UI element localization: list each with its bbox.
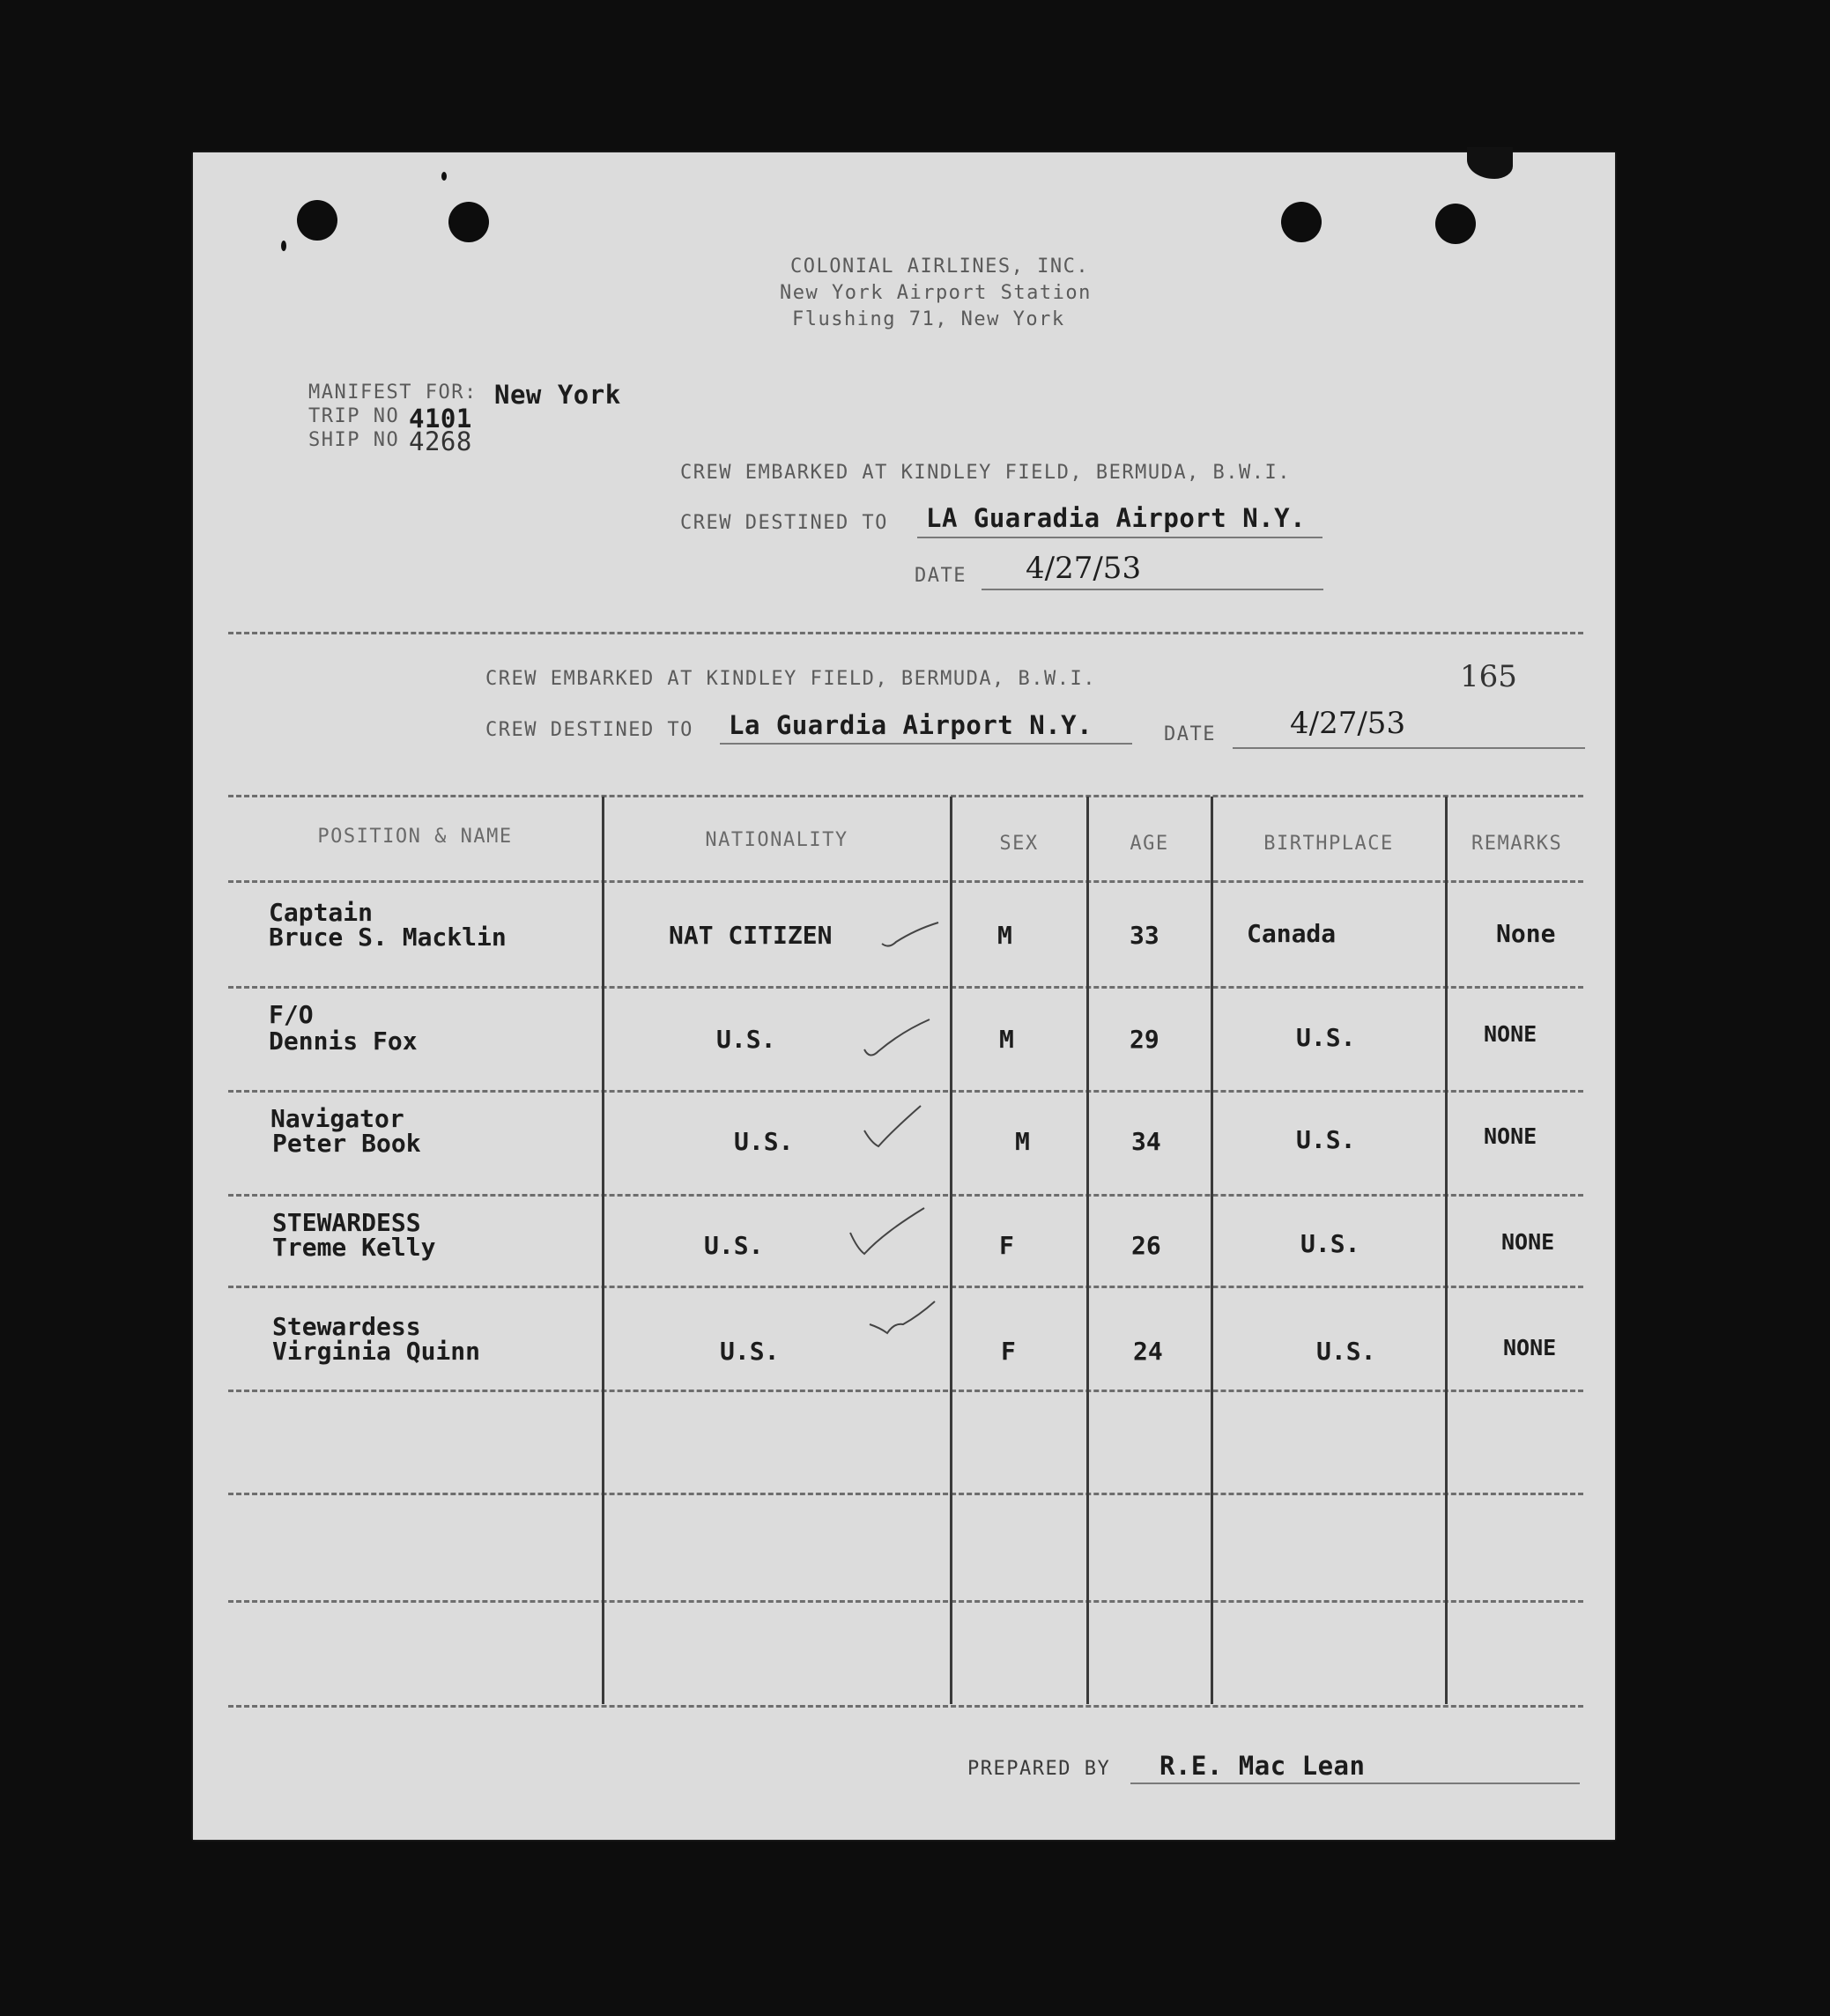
crew-position: Captain [269, 898, 374, 927]
crew-birthplace: U.S. [1296, 1023, 1356, 1052]
crew-position: F/O [269, 1000, 314, 1029]
header-remarks: REMARKS [1471, 833, 1563, 855]
row-divider [228, 1600, 1583, 1603]
page-number: 165 [1460, 659, 1517, 694]
crew-name: Dennis Fox [269, 1027, 418, 1056]
crew-name: Treme Kelly [272, 1233, 436, 1262]
header-position-name: POSITION & NAME [317, 826, 513, 848]
trip-no-value: 4101 [409, 404, 472, 434]
check-mark-icon [868, 1298, 938, 1342]
crew-birthplace: U.S. [1296, 1125, 1356, 1154]
second-destined-label: CREW DESTINED TO [485, 719, 693, 741]
manifest-page [193, 152, 1615, 1840]
crew-age: 29 [1130, 1025, 1159, 1054]
check-mark-icon [863, 1104, 924, 1157]
crew-birthplace: U.S. [1300, 1229, 1360, 1258]
header-remarks-clip [1447, 831, 1615, 859]
prepared-by-value: R.E. Mac Lean [1159, 1751, 1366, 1781]
top-date-value: 4/27/53 [1026, 551, 1142, 586]
crew-position: STEWARDESS [272, 1208, 421, 1237]
top-destined-label: CREW DESTINED TO [680, 512, 888, 534]
crew-position: Stewardess [272, 1312, 421, 1341]
row-divider [228, 1493, 1583, 1495]
header-sex: SEX [999, 833, 1039, 855]
manifest-for-label: MANIFEST FOR: [308, 382, 478, 404]
crew-age: 26 [1131, 1231, 1161, 1260]
crew-birthplace: Canada [1247, 919, 1337, 948]
row-divider [228, 986, 1583, 989]
table-bottom-border [228, 1705, 1583, 1708]
crew-remarks: NONE [1503, 1335, 1557, 1360]
prepared-by-label: PREPARED BY [967, 1758, 1111, 1780]
crew-sex: F [999, 1231, 1014, 1260]
check-mark-icon [848, 1206, 928, 1259]
crew-name: Virginia Quinn [272, 1337, 481, 1366]
header-age: AGE [1130, 833, 1169, 855]
punch-hole [448, 202, 489, 242]
crew-name: Bruce S. Macklin [269, 923, 507, 952]
crew-remarks: NONE [1484, 1123, 1537, 1149]
section-divider [228, 632, 1583, 634]
company-address: Flushing 71, New York [792, 308, 1065, 330]
row-divider [228, 1090, 1583, 1093]
crew-position: Navigator [270, 1104, 404, 1133]
crew-remarks: None [1496, 919, 1556, 948]
paper-speck [281, 241, 286, 251]
trip-no-label: TRIP NO [308, 405, 400, 427]
second-date-underline [1233, 747, 1585, 749]
second-destined-value: La Guardia Airport N.Y. [729, 710, 1093, 740]
second-embarked: CREW EMBARKED AT KINDLEY FIELD, BERMUDA, B.W.I. [485, 668, 1097, 690]
second-date-value: 4/27/53 [1290, 706, 1406, 741]
punch-hole [1435, 204, 1476, 244]
header-nationality: NATIONALITY [705, 829, 848, 851]
punch-hole [1281, 202, 1322, 242]
second-date-label: DATE [1164, 723, 1216, 745]
row-divider [228, 1286, 1583, 1288]
crew-age: 33 [1130, 921, 1159, 950]
column-divider [1211, 797, 1213, 1704]
top-embarked: CREW EMBARKED AT KINDLEY FIELD, BERMUDA, B.W.I. [680, 462, 1292, 484]
crew-sex: F [1001, 1337, 1016, 1366]
manifest-for-value: New York [494, 380, 621, 410]
paper-tear [1467, 147, 1513, 179]
crew-name: Peter Book [272, 1129, 421, 1158]
crew-nationality: U.S. [720, 1337, 780, 1366]
crew-birthplace: U.S. [1316, 1337, 1376, 1366]
crew-nationality: U.S. [716, 1025, 776, 1054]
row-divider [228, 1194, 1583, 1197]
company-station: New York Airport Station [780, 282, 1092, 304]
header-birthplace: BIRTHPLACE [1263, 833, 1394, 855]
second-destined-underline [720, 743, 1132, 745]
top-destined-underline [917, 537, 1322, 538]
crew-nationality: U.S. [704, 1231, 764, 1260]
table-header-border [228, 880, 1583, 883]
row-divider [228, 1390, 1583, 1392]
crew-nationality: NAT CITIZEN [669, 921, 833, 950]
column-divider [1445, 797, 1448, 1704]
column-divider [1086, 797, 1089, 1704]
ship-no-value: 4268 [409, 426, 472, 456]
column-divider [950, 797, 952, 1704]
ship-no-label: SHIP NO [308, 429, 400, 451]
crew-sex: M [997, 921, 1012, 950]
prepared-by-underline [1130, 1783, 1580, 1784]
column-divider [602, 797, 604, 1704]
crew-nationality: U.S. [734, 1127, 794, 1156]
check-mark-icon [863, 1018, 933, 1062]
top-date-label: DATE [915, 565, 967, 587]
top-destined-value: LA Guaradia Airport N.Y. [926, 503, 1307, 533]
top-date-underline [982, 589, 1323, 590]
crew-age: 34 [1131, 1127, 1161, 1156]
punch-hole [297, 200, 337, 241]
check-mark-icon [880, 917, 942, 952]
crew-sex: M [1015, 1127, 1030, 1156]
crew-age: 24 [1133, 1337, 1163, 1366]
company-name: COLONIAL AIRLINES, INC. [790, 256, 1090, 278]
crew-remarks: NONE [1484, 1021, 1537, 1047]
crew-sex: M [999, 1025, 1014, 1054]
table-top-border [228, 795, 1583, 797]
paper-speck [441, 172, 447, 181]
crew-remarks: NONE [1501, 1229, 1555, 1255]
